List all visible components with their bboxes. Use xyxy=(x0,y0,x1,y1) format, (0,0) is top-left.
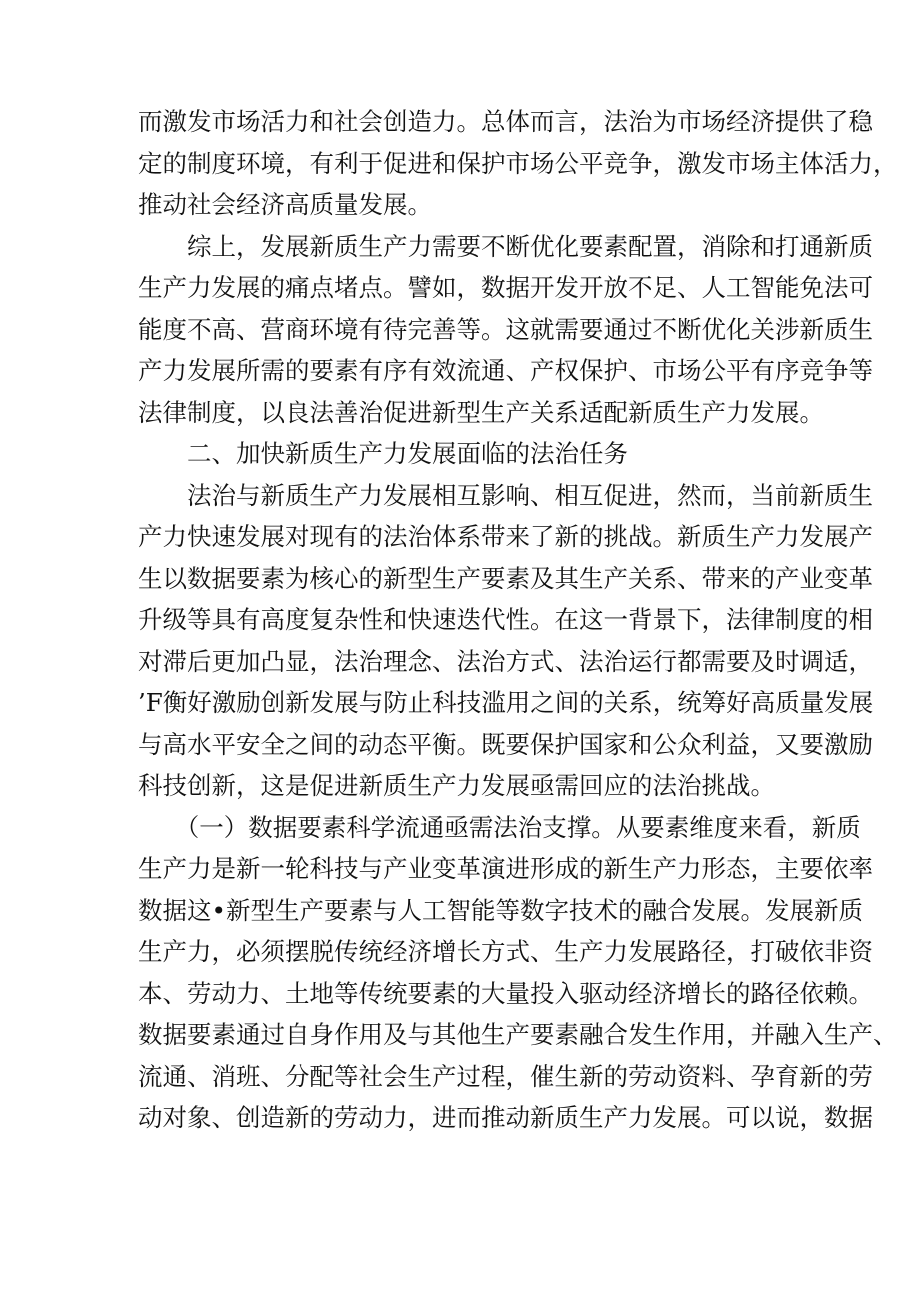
text-line: 对滞后更加凸显，法治理念、法治方式、法治运行都需要及时调适， xyxy=(138,646,873,676)
text-line: 流通、消班、分配等社会生产过程，催生新的劳动资料、孕育新的劳 xyxy=(138,1061,873,1091)
paragraph-1 xyxy=(138,101,898,226)
text-line: 升级等具有高度复杂性和快速迭代性。在这一背景下，法律制度的相 xyxy=(138,605,873,634)
text-line: 能度不高、营商环境有待完善等。这就需要通过不断优化关涉新质生 xyxy=(138,314,873,344)
text-line: 综上，发展新质生产力需要不断优化要素配置，消除和打通新质 xyxy=(138,231,873,261)
text-line: 二、加快新质生产力发展面临的法治任务 xyxy=(138,439,628,468)
text-line: 生产力，必须摆脱传统经济增长方式、生产力发展路径，打破依非资 xyxy=(138,937,873,966)
text-line: 定的制度环境，有利于促进和保护市场公平竞争，激发市场主体活力， xyxy=(138,148,898,178)
text-line: 生产力是新一轮科技与产业变革演进形成的新生产力形态，主要依率 xyxy=(138,854,873,883)
text-line: 产力快速发展对现有的法治体系带来了新的挑战。新质生产力发展产 xyxy=(138,522,873,551)
text-line: 而激发市场活力和社会创造力。总体而言，法治为市场经济提供了稳 xyxy=(138,107,873,136)
paragraph-4 xyxy=(138,807,898,1139)
document-body xyxy=(138,101,898,1139)
text-line: 产力发展所需的要素有序有效流通、产权保护、市场公平有序竞争等 xyxy=(138,356,873,385)
text-line: （一）数据要素科学流通亟需法治支撑。从要素维度来看，新质 xyxy=(138,812,861,842)
text-line: 推动社会经济高质量发展。 xyxy=(138,190,432,219)
text-line: 数据这•新型生产要素与人工智能等数字技术的融合发展。发展新质 xyxy=(138,895,863,925)
text-line: 科技创新，这是促进新质生产力发展亟需回应的法治挑战。 xyxy=(138,771,775,800)
text-line: 生产力发展的痛点堵点。譬如，数据开发开放不足、人工智能免法可 xyxy=(138,273,873,302)
text-line: 生以数据要素为核心的新型生产要素及其生产关系、带来的产业变革 xyxy=(138,563,873,593)
text-line: 与高水平安全之间的动态平衡。既要保护国家和公众利益，又要激励 xyxy=(138,729,873,759)
section-heading xyxy=(138,433,790,475)
text-line: 动对象、创造新的劳动力，进而推动新质生产力发展。可以说，数据 xyxy=(138,1103,873,1132)
paragraph-3 xyxy=(138,475,874,807)
paragraph-2 xyxy=(138,226,873,434)
text-line: 法治与新质生产力发展相互影响、相互促进，然而，当前新质生 xyxy=(138,480,873,510)
text-line: 本、劳动力、土地等传统要素的大量投入驱动经济增长的路径依赖。 xyxy=(138,978,873,1008)
text-line: 法律制度，以良法善治促进新型生产关系适配新质生产力发展。 xyxy=(138,397,824,427)
text-line: ’F衡好激励创新发展与防止科技滥用之间的关系，统筹好高质量发展 xyxy=(138,688,874,717)
text-line: 数据要素通过自身作用及与其他生产要素融合发生作用，并融入生产、 xyxy=(138,1020,898,1049)
